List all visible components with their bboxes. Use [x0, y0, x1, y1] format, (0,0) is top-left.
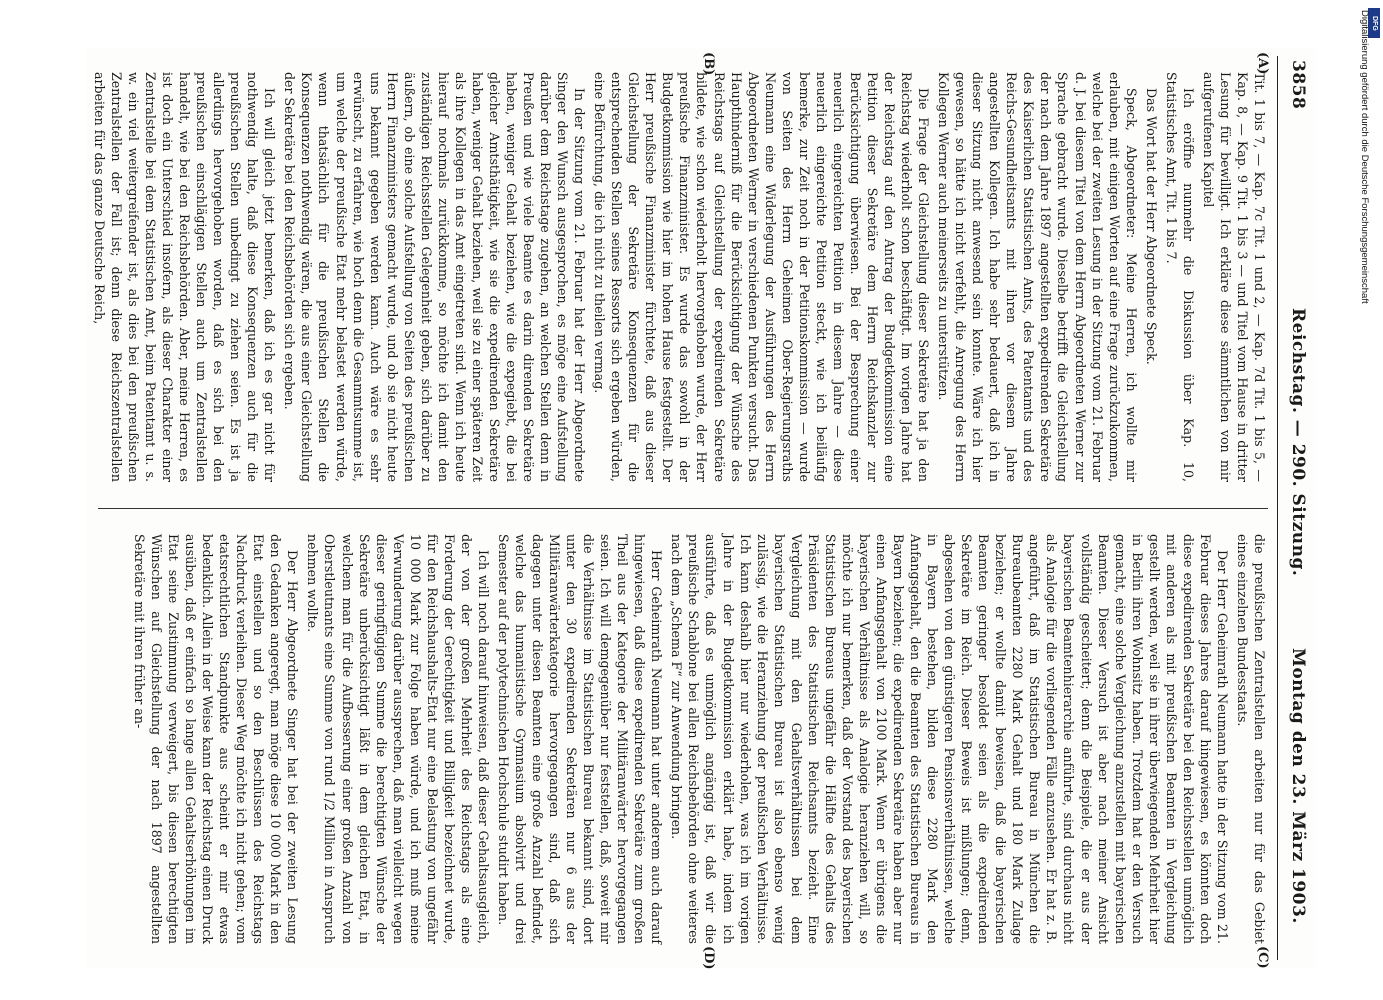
header-rule [1277, 56, 1278, 960]
paragraph: Ich will noch darauf hinweisen, daß dieser Gehaltsausgleich, der von der großen Mehrheit des Reichstags als eine Forderung der Gerechtigkeit und Billigkeit bezeichnet wurde, für den Reichshaushalts-Etat nur eine Belastung von ungefähr 10 000 Mark zur Folge haben würde, und ich muß meine Verwunderung darüber aussprechen, daß man vielleicht wegen dieser geringfügigen Summe die berechtigten Wünsche der Sekretäre unberücksichtigt läßt in dem gleichen Etat, in welchem man für die Aufbesserung einer großen Anzahl von Oberstleutnants eine Summe von rund 1/2 Million in Anspruch nehmen wollte. [305, 534, 491, 944]
margin-marker-b: (B) [701, 52, 716, 76]
paragraph: Ich eröffne nunmehr die Diskussion über Kap. 10, Statistisches Amt, Tit. 1 bis 7. [1163, 72, 1196, 482]
paragraph: die preußischen Zentralstellen arbeiten nur für das Gebiet eines einzelnen Bundesstaats. [1234, 534, 1267, 944]
margin-marker-a: (A) [1255, 52, 1270, 75]
header-title: Reichstag. — 290. Sitzung. [1288, 308, 1308, 577]
document-page [86, 48, 1316, 968]
paragraph: In der Sitzung vom 21. Februar hat der Herr Abgeordnete Singer den Wunsch ausgesprochen, es möge eine Aufstellung darüber dem Reichstage zugehen, an welchen Stellen denn in Preußen und wie viele Beamte es darin direnden Sekretäre haben, weniger Gehalt beziehen, wie die expegiebt, die bei gleicher Amtsthätigkeit, wie sie die expedirenden Sekretäre haben, weniger Gehalt beziehen, weil sie zu einer späteren Zeit als ihre Kollegen in das Amt eingetreten sind. Wenn ich heute hierauf nochmals zurückkomme, so möchte ich damit den zuständigen Reichsstellen Gelegenheit geben, sich darüber zu äußern, ob eine solche Aufstellung von Seiten des preußischen Herrn Finanzministers gemacht wurde, und ob sie nicht heute uns bekannt gegeben werden kann. Auch wäre es sehr erwünscht, zu erfahren, wie hoch denn die Gesammtsumme ist, um welche der preußische Etat mehr belastet werden würde, wenn thatsächlich für die preußischen Stellen die Konsequenzen nothwendig wären, die aus einer Gleichstellung der Sekretäre bei den Reichsbehörden sich ergeben. [282, 72, 588, 482]
scanned-page-area [86, 48, 1316, 968]
margin-marker-d: (D) [701, 946, 716, 970]
right-column [98, 534, 1268, 944]
paragraph: Ich will gleich jetzt bemerken, daß ich es gar nicht für nothwendig halte, daß diese Konsequenzen auch für die preußischen Stellen unbedingt zu ziehen seien. Es ist ja allerdings hervorgehoben worden, daß es sich bei den preußischen einschlägigen Stellen auch um Zentralstellen handelt, wie bei den Reichsbehörden. Aber, meine Herren, es ist doch ein Unterschied insofern, als dieser Charakter einer Zentralstelle bei dem Statistischen Amt, beim Patentamt u. s. w. ein viel weitergreifender ist, als dies bei den preußischen Zentralstellen der Fall ist; denn diese Reichszentralstellen arbeiten für das ganze Deutsche Reich, [91, 72, 278, 482]
margin-marker-c: (C) [1255, 946, 1270, 969]
running-header [1276, 48, 1316, 968]
paragraph: Das Wort hat der Herr Abgeordnete Speck. [1143, 88, 1159, 365]
column-divider [98, 508, 1268, 509]
paragraph: Tit. 1 bis 7, — Kap. 7c Tit. 1 und 2, — Kap. 7d Tit. 1 bis 5, — Kap. 8, — Kap. 9 Tit. 1 bis 3 — und Titel vom Hause in dritter Lesung für bewilligt. Ich erkläre diese sämmtlichen von mir aufgerufenen Kapitel [1200, 72, 1267, 482]
left-column [91, 72, 1268, 482]
paragraph: Der Herr Abgeordnete Singer hat bei der zweiten Lesung den Gedanken angeregt, man möge diese 10 000 Mark in den Etat einstellen und so den Beschlüssen des Reichstags Nachdruck verleihen. Dieser Weg möchte ich nicht gehen; vom etatsrechtlichen Standpunkte aus scheint er mir etwas bedenklich. Allein in der Weise kann der Reichstag einen Druck ausüben, daß er einfach so lange allen Gehaltserhöhungen im Etat seine Zustimmung verweigert, bis diesen berechtigten Wünschen auf Gleichstellung der nach 1897 angestellten Sekretäre mit ihren früher an- [131, 534, 301, 944]
digitization-credit: Digitalisierung gefördert durch die Deutsche Forschungsgemeinschaft [1359, 10, 1370, 304]
paragraph: Der Herr Geheimrath Neumann hatte in der Sitzung vom 21. Februar dieses Jahres darauf hingewiesen, es könnten doch diese expedirenden Sekretäre bei den Reichsstellen unmöglich mit anderen als mit preußischen Beamten in Vergleichung gestellt werden, weil sie in ihrer überwiegenden Mehrheit hier in Berlin ihren Wohnsitz haben. Trotzdem hat er den Versuch gemacht, eine solche Vergleichung anzustellen mit bayerischen Beamten. Dieser Versuch ist aber nach meiner Ansicht vollständig gescheitert; denn die Beispiele, die er aus der bayerischen Beamtenhierarchie anführte, sind durchaus nicht als Analogie für die vorliegenden Fälle anzusehen. Er hat z. B. angeführt, daß im Statistischen Bureau in München die Bureaubeamten 2280 Mark Gehalt und 180 Mark Zulage beziehen; er wollte damit beweisen, daß die bayerischen Beamten geringer besoldet seien als die expedirenden Sekretäre im Reich. Dieser Beweis ist mißlungen; denn, abgesehen von den günstigeren Pensionsverhältnissen, welche in Bayern bestehen, bilden diese 2280 Mark den Anfangsgehalt, den die Beamten des Statistischen Bureaus in Bayern beziehen; die expedirenden Sekretäre haben aber nur einen Anfangsgehalt von 2100 Mark. Wenn er übrigens die bayerischen Verhältnisse als Analogie heranziehen will, so möchte ich nur bemerken, daß der Vorstand des bayerischen Statistischen Bureaus ungefähr die Hälfte des Gehalts des Präsidenten des Statistischen Reichsamts bezieht. Eine Vergleichung mit den Gehaltsverhältnissen bei dem bayerischen Statistischen Bureau ist also ebenso wenig zulässig, wie die Heranziehung der preußischen Verhältnisse. Ich kann deshalb hier nur wiederholen, was ich im vorigen Jahre in der Budgetkommission erklärt habe, indem ich ausführte, daß es unmöglich angängig ist, daß wir die preußische Schablone bei allen Reichsbehörden ohne weiteres nach dem „Schema F“ zur Anwendung bringen. [669, 534, 1230, 944]
dfg-logo: DFG [1368, 8, 1380, 38]
header-date: Montag den 23. März 1903. [1288, 648, 1308, 924]
paragraph: Herr Geheimrath Neumann hat unter anderem auch darauf hingewiesen, daß diese expedirenden Sekretäre zum großen Theil aus der Kategorie der Militäranwärter hervorgegangen seien. Ich will demgegenüber nur feststellen, daß, soweit mir die Verhältnisse im Statistischen Bureau bekannt sind, dort unter den 30 expedirenden Sekretären nur 6 aus der Militäranwärterkategorie hervorgegangen sind, daß sich dagegen unter diesen Beamten eine große Anzahl befindet, welche das humanistische Gymnasium absolvirt und drei Semester auf der polytechnischen Hochschule studirt haben. [495, 534, 665, 944]
page-number: 3858 [1288, 60, 1308, 110]
paragraph: Die Frage der Gleichstellung dieser Sekretäre hat ja den Reichstag wiederholt schon beschäftigt. Im vorigen Jahre hat der Reichstag auf den Antrag der Budgetkommission eine Petition dieser Sekretäre dem Herrn Reichskanzler zur Berücksichtigung überwiesen. Bei der Besprechung einer neuerlich eingereichten Petition in diesem Jahre — diese neuerlich eingereichte Petition steckt, wie ich beiläufig bemerke, zur Zeit noch in der Petitionskommission — wurde von Seiten des Herrn Geheimen Ober-Regierungsraths Neumann eine Widerlegung der Ausführungen des Herrn Abgeordneten Werner in verschiedenen Punkten versucht. Das Haupthinderniß für die Berücksichtigung der Wünsche des Reichstags auf Gleichstellung der expedirenden Sekretäre bildete, wie schon wiederholt hervorgehoben wurde, der Herr preußische Finanzminister. Es wurde das sowohl in der Budgetkommission wie hier im hohen Hause festgestellt. Der Herr preußische Finanzminister fürchtete, daß aus dieser Gleichstellung der Sekretäre Konsequenzen für die entsprechenden Stellen seines Ressorts sich ergeben würden, eine Befürchtung, die ich nicht zu theilen vermag. [592, 72, 932, 482]
paragraph: Speck, Abgeordneter: Meine Herren, ich wollte mir erlauben, mit einigen Worten auf eine Frage zurückzukommen, welche bei der zweiten Lesung in der Sitzung vom 21. Februar d. J. bei diesem Titel von dem Herrn Abgeordneten Werner zur Sprache gebracht wurde. Dieselbe betrifft die Gleichstellung der nach dem Jahre 1897 angestellten expedirenden Sekretäre des Kaiserlichen Statistischen Amts, des Patentamts und des Reichs-Gesundheitsamts mit ihren vor diesem Jahre angestellten Kollegen. Ich habe sehr bedauert, daß ich in dieser Sitzung nicht anwesend sein konnte. Wäre ich hier gewesen, so hätte ich nicht verfehlt, die Anregung des Herrn Kollegen Werner auch meinerseits zu unterstützen. [936, 72, 1139, 482]
